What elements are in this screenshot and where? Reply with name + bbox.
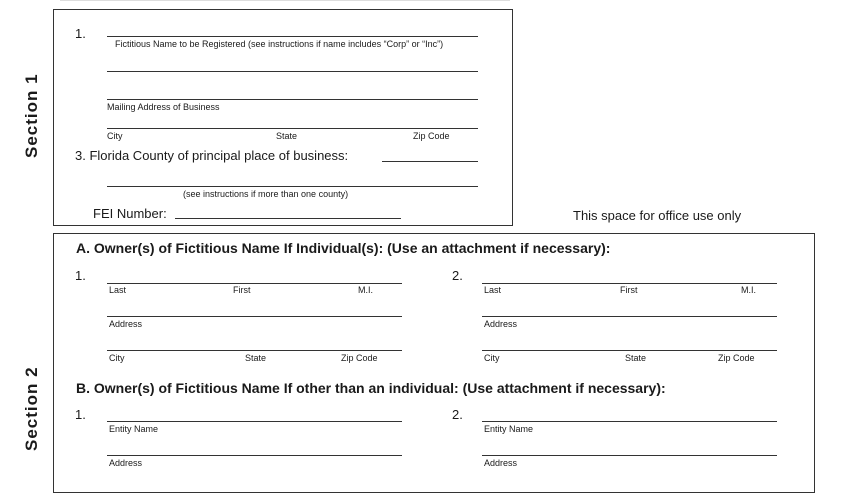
individual-owner-1-address-field[interactable] — [107, 316, 402, 317]
individual-owner-2-number: 2. — [452, 268, 463, 283]
individual-owner-1-state-caption: State — [245, 353, 267, 363]
state-caption: State — [276, 131, 298, 141]
heading-a: A. Owner(s) of Fictitious Name If Individual(s): (Use an attachment if necessary): — [76, 240, 611, 256]
individual-owner-1-name-field[interactable] — [107, 283, 402, 284]
individual-owner-1-mi-caption: M.I. — [358, 285, 373, 295]
individual-owner-1-last-caption: Last — [109, 285, 127, 295]
individual-owner-2-address-caption: Address — [484, 319, 518, 329]
individual-owner-1-city-caption: City — [109, 353, 125, 363]
county-label: 3. Florida County of principal place of business: — [75, 148, 349, 163]
fei-number-field[interactable] — [175, 218, 401, 219]
individual-owner-2-name-field[interactable] — [482, 283, 777, 284]
entity-owner-1-number: 1. — [75, 407, 86, 422]
mailing-address-field[interactable] — [107, 99, 478, 100]
fei-label: FEI Number: — [93, 206, 167, 221]
individual-owner-2-city-field[interactable] — [482, 350, 777, 351]
county-caption: (see instructions if more than one county) — [183, 189, 349, 199]
fictitious-name-line-2[interactable] — [107, 71, 478, 72]
individual-owner-1-first-caption: First — [233, 285, 251, 295]
entity-owner-2-name-caption: Entity Name — [484, 424, 534, 434]
top-edge-rule — [60, 0, 510, 1]
individual-owner-1-zip-caption: Zip Code — [341, 353, 378, 363]
item-1-number: 1. — [75, 26, 86, 41]
individual-owner-1-number: 1. — [75, 268, 86, 283]
individual-owner-2-address-field[interactable] — [482, 316, 777, 317]
entity-owner-1-name-field[interactable] — [107, 421, 402, 422]
mailing-address-caption: Mailing Address of Business — [107, 102, 220, 112]
entity-owner-1-address-field[interactable] — [107, 455, 402, 456]
office-use-note: This space for office use only — [573, 208, 742, 223]
individual-owner-2-last-caption: Last — [484, 285, 502, 295]
individual-owner-2-state-caption: State — [625, 353, 647, 363]
section-2-label: Section 2 — [22, 366, 41, 451]
city-state-zip-field[interactable] — [107, 128, 478, 129]
individual-owner-2-city-caption: City — [484, 353, 500, 363]
entity-owner-2-name-field[interactable] — [482, 421, 777, 422]
entity-owner-1-name-caption: Entity Name — [109, 424, 159, 434]
county-line-2[interactable] — [107, 186, 478, 187]
entity-owner-2-number: 2. — [452, 407, 463, 422]
individual-owner-2-first-caption: First — [620, 285, 638, 295]
entity-owner-2-address-field[interactable] — [482, 455, 777, 456]
fictitious-name-caption: Fictitious Name to be Registered (see instructions if name includes “Corp” or “Inc”) — [115, 39, 444, 49]
zip-caption: Zip Code — [413, 131, 450, 141]
entity-owner-1-address-caption: Address — [109, 458, 143, 468]
individual-owner-1-city-field[interactable] — [107, 350, 402, 351]
heading-b: B. Owner(s) of Fictitious Name If other than an individual: (Use attachment if necessary): — [76, 380, 666, 396]
individual-owner-1-address-caption: Address — [109, 319, 143, 329]
entity-owner-2-address-caption: Address — [484, 458, 518, 468]
section-1-label: Section 1 — [22, 73, 41, 158]
city-caption: City — [107, 131, 123, 141]
individual-owner-2-zip-caption: Zip Code — [718, 353, 755, 363]
fictitious-name-field[interactable] — [107, 36, 478, 37]
county-field[interactable] — [382, 161, 478, 162]
section-2-box — [53, 233, 815, 493]
individual-owner-2-mi-caption: M.I. — [741, 285, 756, 295]
